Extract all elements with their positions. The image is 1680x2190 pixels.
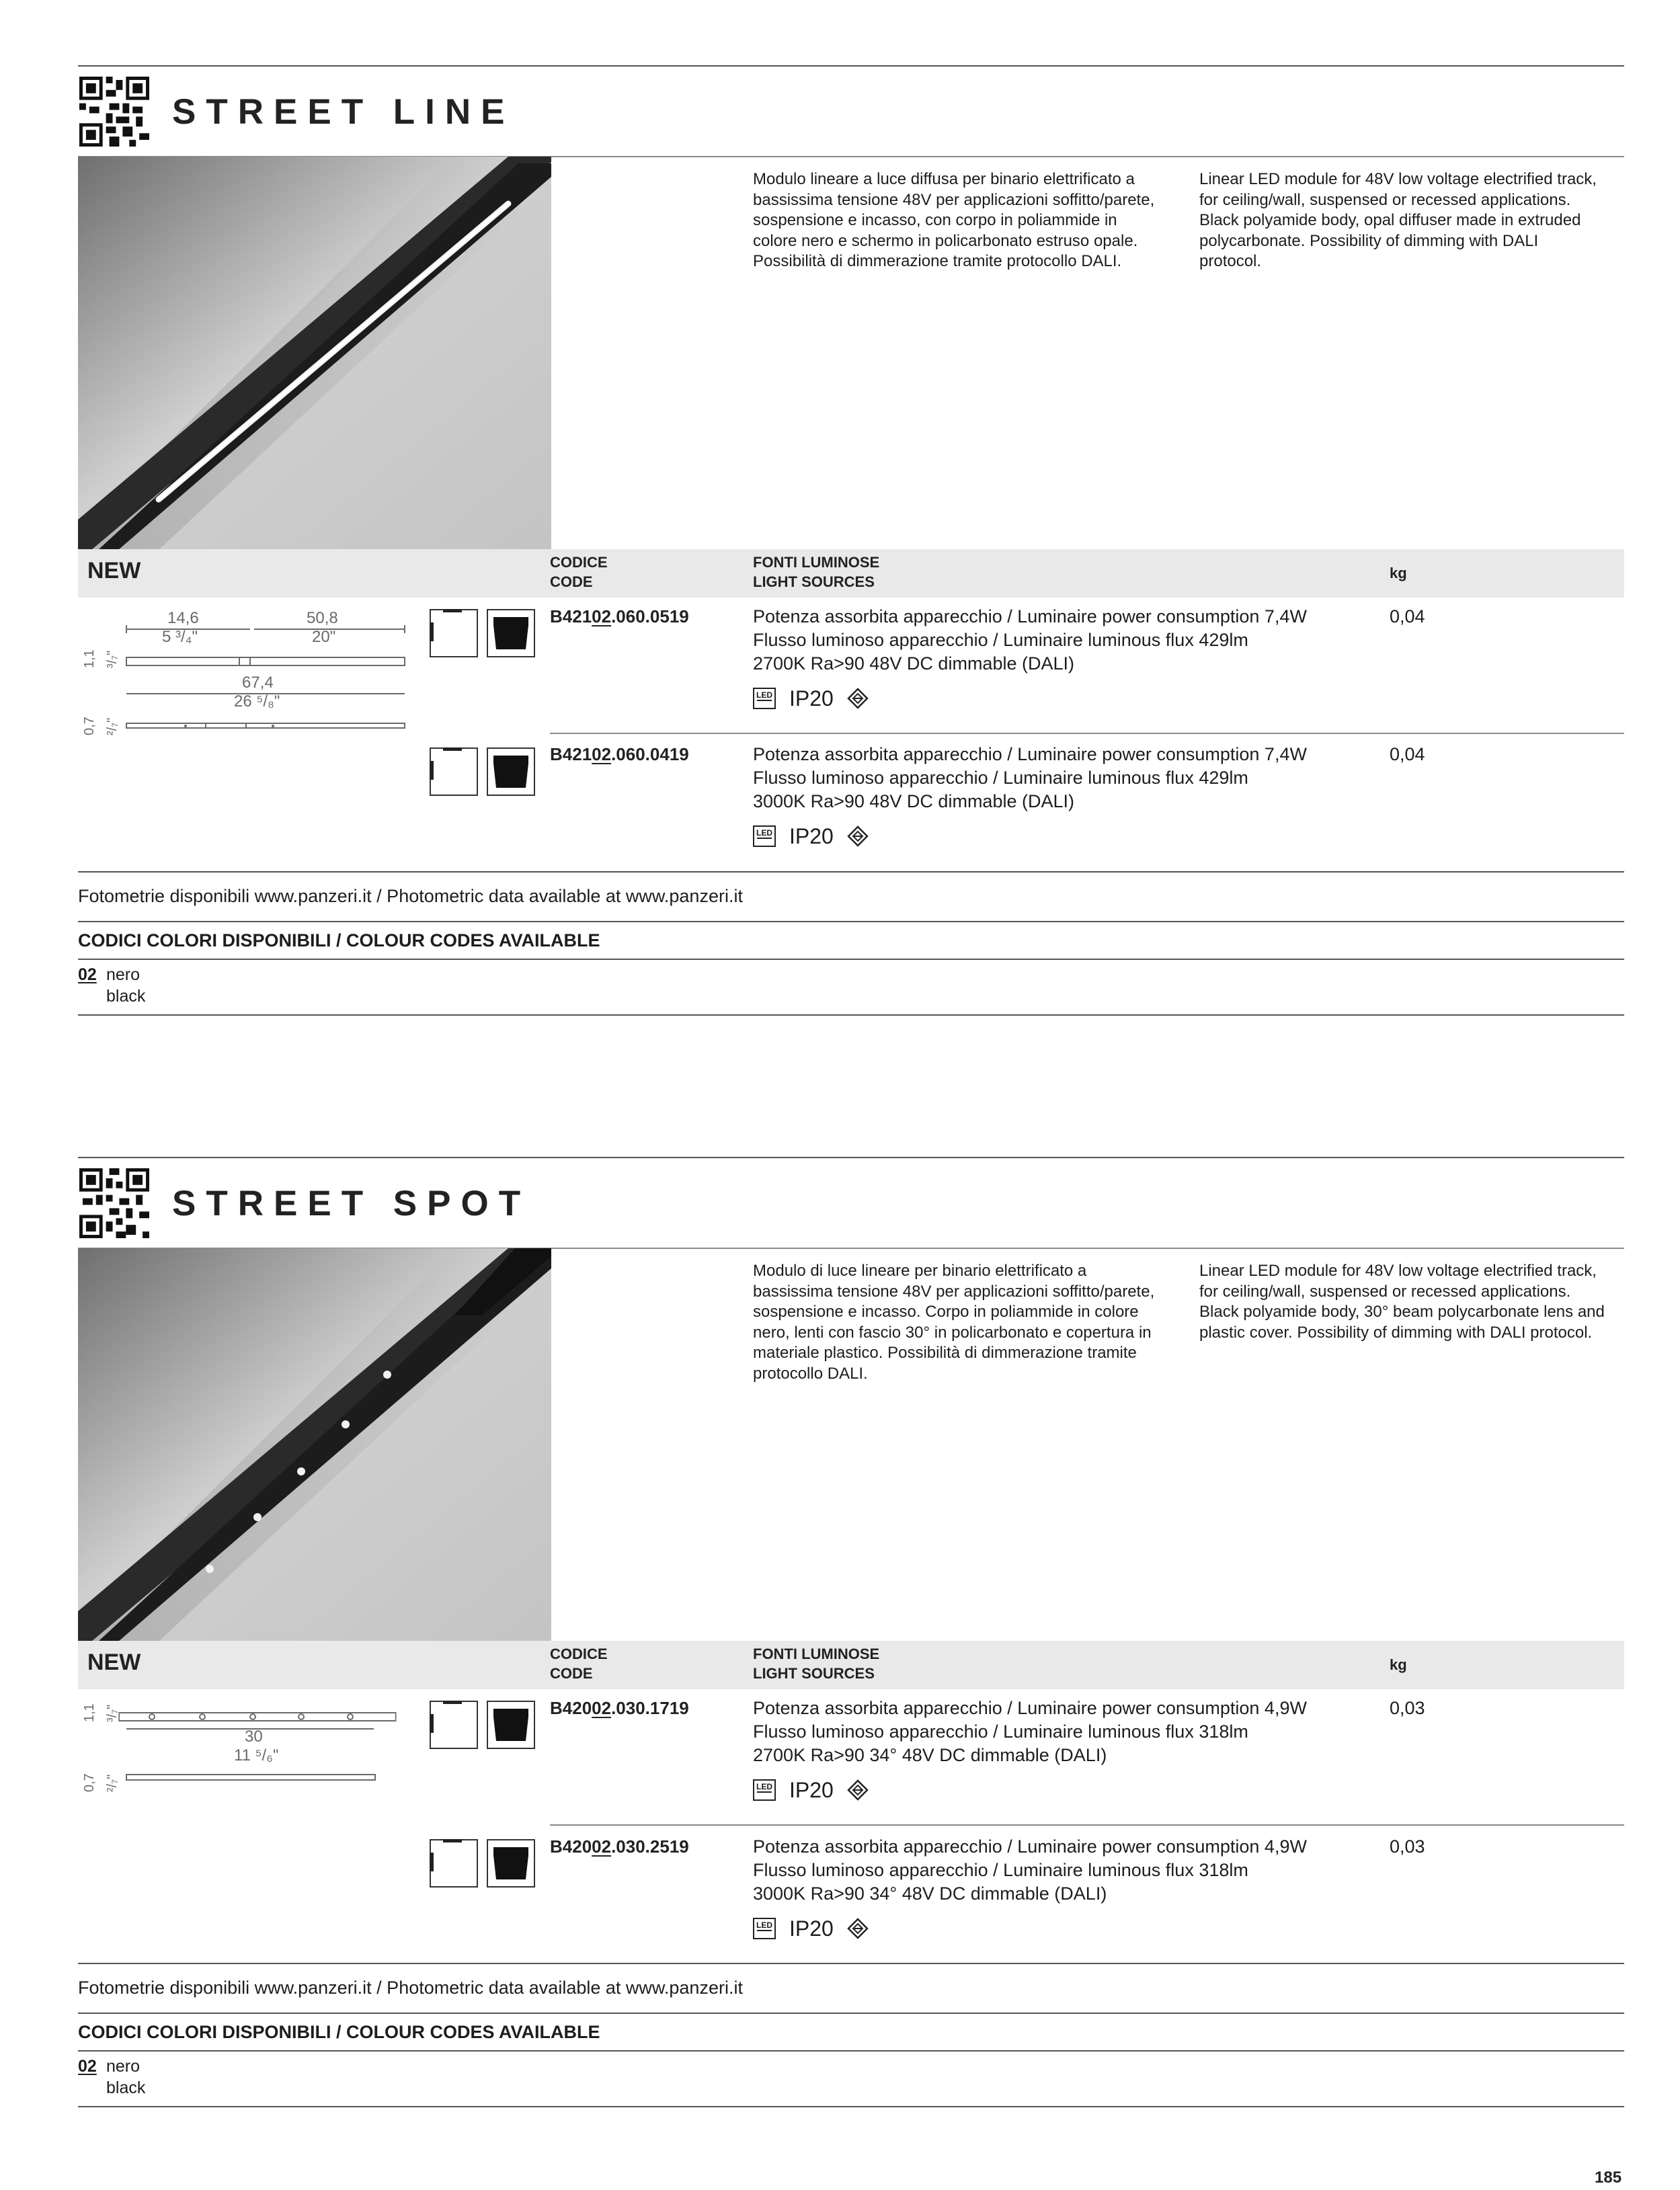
section-rule	[78, 1963, 1624, 1964]
qr-code-icon[interactable]	[79, 1168, 149, 1238]
description-english: Linear LED module for 48V low voltage electrified track, for ceiling/wall, suspensed or recessed applications. Black polyamide body, 30° beam polycarbonate lens and plastic cover. Possibility of dimming with DALI protocol.	[1199, 1262, 1605, 1342]
photometric-note: Fotometrie disponibili www.panzeri.it / Photometric data available at www.panzeri.it	[78, 886, 743, 906]
dim-length-b-inch: 20"	[312, 628, 336, 646]
section-rule	[78, 2050, 1624, 2052]
dim-length-c: 67,4	[242, 674, 274, 692]
section-top-rule	[78, 1157, 1624, 1158]
dim-height-1-inch: ³/₇"	[105, 650, 120, 668]
ceiling-mount-icon	[430, 1701, 478, 1749]
header-light-sources: FONTI LUMINOSE LIGHT SOURCES	[753, 554, 880, 590]
weight-value: 0,03	[1390, 1836, 1425, 1857]
row-divider	[550, 733, 1624, 734]
dimension-drawing	[78, 605, 414, 739]
section-rule	[78, 871, 1624, 873]
driver-symbol-icon	[847, 688, 869, 709]
page-number: 185	[1595, 2168, 1622, 2187]
dim-length-b: 50,8	[307, 609, 338, 627]
colour-name: nero black	[106, 2057, 146, 2097]
dim-length-a: 14,6	[167, 609, 199, 627]
track-mount-icon	[487, 1701, 535, 1749]
dim-length-c-inch: 26 ⁵/₈"	[234, 692, 280, 711]
weight-value: 0,04	[1390, 744, 1425, 764]
driver-symbol-icon	[847, 825, 869, 847]
dim-length-c: 30	[245, 1728, 263, 1746]
dim-length-a-inch: 5 ³/₄"	[162, 628, 198, 646]
product-title: STREET LINE	[172, 92, 515, 132]
product-photo-street-spot	[78, 1248, 551, 1641]
light-source-details: Potenza assorbita apparecchio / Luminaire power consumption 4,9W Flusso luminoso apparecchio / Luminaire luminous flux 318lm 2700K Ra>90 34° 48V DC dimmable (DALI)	[753, 1698, 1307, 1765]
new-badge: NEW	[87, 558, 141, 583]
dim-length-c-inch: 11 ⁵/₆"	[234, 1746, 279, 1765]
product-code[interactable]: B42002.030.2519	[550, 1836, 689, 1857]
driver-symbol-icon	[847, 1779, 869, 1801]
dim-height-1: 1,1	[82, 649, 97, 668]
track-mount-icon	[487, 747, 535, 796]
product-title: STREET SPOT	[172, 1184, 531, 1223]
ip-rating: IP20	[789, 1778, 834, 1802]
header-kg: kg	[1390, 565, 1407, 581]
colour-codes-heading: CODICI COLORI DISPONIBILI / COLOUR CODES AVAILABLE	[78, 930, 600, 950]
dim-height-2: 0,7	[82, 717, 97, 735]
photometric-note: Fotometrie disponibili www.panzeri.it / Photometric data available at www.panzeri.it	[78, 1978, 743, 1998]
weight-value: 0,04	[1390, 606, 1425, 626]
dim-height-1-inch: ³/₇"	[105, 1704, 120, 1722]
light-source-details: Potenza assorbita apparecchio / Luminaire power consumption 7,4W Flusso luminoso apparecchio / Luminaire luminous flux 429lm 2700K Ra>90 48V DC dimmable (DALI)	[753, 606, 1307, 674]
dim-height-1: 1,1	[82, 1703, 97, 1722]
ceiling-mount-icon	[430, 1839, 478, 1888]
section-rule	[78, 1014, 1624, 1016]
section-rule	[78, 959, 1624, 960]
dim-height-2-inch: ²/₇"	[105, 1774, 120, 1792]
description-italian: Modulo lineare a luce diffusa per binario elettrificato a bassissima tensione 48V per applicazioni soffitto/parete, sospensione e incasso, con corpo in poliammide in colore nero e schermo in policarbonato estruso opale. Possibilità di dimmerazione tramite protocollo DALI.	[753, 170, 1155, 270]
product-code[interactable]: B42102.060.0419	[550, 744, 689, 764]
ip-rating: IP20	[789, 824, 834, 848]
row-divider	[550, 1824, 1624, 1826]
ip-rating: IP20	[789, 1916, 834, 1941]
colour-code-number: 02	[78, 2057, 97, 2076]
track-mount-icon	[487, 1839, 535, 1888]
weight-value: 0,03	[1390, 1698, 1425, 1718]
section-top-rule	[78, 65, 1624, 67]
new-badge: NEW	[87, 1650, 141, 1675]
led-icon: LED	[753, 1918, 776, 1939]
product-code[interactable]: B42102.060.0519	[550, 606, 689, 626]
colour-code-number: 02	[78, 965, 97, 984]
colour-codes-heading: CODICI COLORI DISPONIBILI / COLOUR CODES AVAILABLE	[78, 2022, 600, 2042]
ip-rating: IP20	[789, 686, 834, 711]
ceiling-mount-icon	[430, 609, 478, 657]
header-code: CODICE CODE	[550, 554, 608, 590]
led-icon: LED	[753, 825, 776, 847]
section-rule	[78, 2106, 1624, 2107]
track-mount-icon	[487, 609, 535, 657]
light-source-details: Potenza assorbita apparecchio / Luminaire power consumption 7,4W Flusso luminoso apparecchio / Luminaire luminous flux 429lm 3000K Ra>90 48V DC dimmable (DALI)	[753, 744, 1307, 811]
led-icon: LED	[753, 688, 776, 709]
header-code: CODICE CODE	[550, 1646, 608, 1682]
led-icon: LED	[753, 1779, 776, 1801]
driver-symbol-icon	[847, 1918, 869, 1939]
qr-code-icon[interactable]	[79, 77, 149, 147]
header-light-sources: FONTI LUMINOSE LIGHT SOURCES	[753, 1646, 880, 1682]
ceiling-mount-icon	[430, 747, 478, 796]
dim-height-2-inch: ²/₇"	[105, 717, 120, 735]
header-kg: kg	[1390, 1656, 1407, 1673]
light-source-details: Potenza assorbita apparecchio / Luminaire power consumption 4,9W Flusso luminoso apparecchio / Luminaire luminous flux 318lm 3000K Ra>90 34° 48V DC dimmable (DALI)	[753, 1836, 1307, 1904]
product-photo-street-line	[78, 157, 551, 550]
description-english: Linear LED module for 48V low voltage electrified track, for ceiling/wall, suspensed or recessed applications. Black polyamide body, opal diffuser made in extruded polycarbonate. Possibility of dimming with DALI protocol.	[1199, 170, 1597, 270]
colour-name: nero black	[106, 965, 146, 1006]
dim-height-2: 0,7	[82, 1773, 97, 1792]
section-rule	[78, 921, 1624, 922]
section-rule	[78, 2013, 1624, 2014]
description-italian: Modulo di luce lineare per binario elettrificato a bassissima tensione 48V per applicazioni soffitto/parete, sospensione e incasso. Corpo in poliammide in colore nero, lenti con fascio 30° in policarbonato e copertura in materiale plastico. Possibilità di dimmerazione tramite protocollo DALI.	[753, 1262, 1155, 1383]
product-code[interactable]: B42002.030.1719	[550, 1698, 689, 1718]
dimension-drawing	[78, 1694, 414, 1801]
